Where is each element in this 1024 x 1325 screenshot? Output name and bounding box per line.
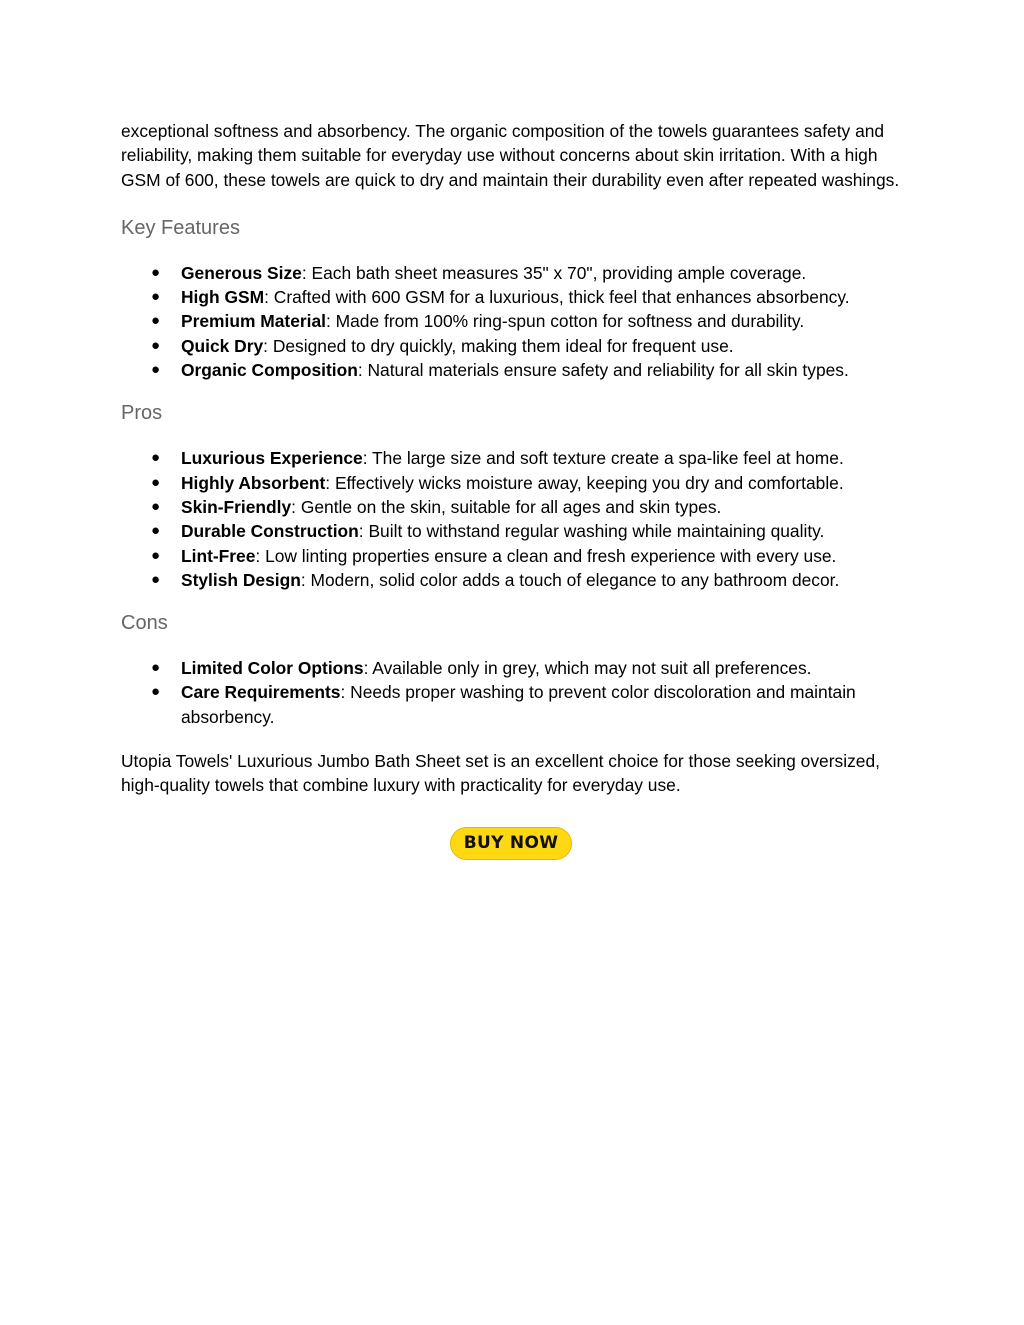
bullet-icon: ● [151,522,161,540]
list-item [121,471,911,495]
bullet-icon: ● [151,683,161,701]
list-item [121,544,911,568]
item-term: Premium Material [181,311,326,332]
bullet-icon: ● [151,570,161,588]
bullet-icon: ● [151,449,161,467]
bullet-icon: ● [151,288,161,306]
item-desc: : Built to withstand regular washing while maintaining quality. [358,521,825,542]
item-term: Lint-Free [181,545,256,566]
item-desc: : Crafted with 600 GSM for a luxurious, thick feel that enhances absorbency. [264,287,850,308]
item-term: Skin-Friendly [181,496,292,517]
item-desc: : Modern, solid color adds a touch of elegance to any bathroom decor. [300,569,840,590]
item-desc: : Natural materials ensure safety and reliability for all skin types. [357,360,849,381]
section-heading-key-features: Key Features [121,216,240,239]
pros-list [121,446,911,592]
list-item [121,358,911,382]
bullet-icon: ● [151,336,161,354]
item-term: Luxurious Experience [181,448,363,469]
item-desc: : Needs proper washing to prevent color discoloration and maintain absorbency. [181,682,856,727]
list-item [121,446,911,470]
item-term: Generous Size [181,262,302,283]
item-term: Care Requirements [181,682,341,703]
bullet-icon: ● [151,361,161,379]
item-desc: : Designed to dry quickly, making them ideal for frequent use. [263,335,734,356]
section-heading-cons: Cons [121,612,168,635]
list-item [121,495,911,519]
item-term: High GSM [181,287,265,308]
item-desc: : Gentle on the skin, suitable for all ages and skin types. [291,496,722,517]
closing-paragraph: Utopia Towels' Luxurious Jumbo Bath Sheet set is an excellent choice for those seeking oversized, high-quality towels that combine luxury with practicality for everyday use. [121,751,880,796]
cons-list [121,656,911,729]
item-term: Stylish Design [181,569,301,590]
item-desc: : Available only in grey, which may not suit all preferences. [363,658,812,679]
list-item [121,680,911,729]
list-item [121,309,911,333]
list-item [121,285,911,309]
section-heading-pros: Pros [121,402,163,425]
bullet-icon: ● [151,497,161,515]
bullet-icon: ● [151,263,161,281]
list-item [121,568,911,592]
buy-button-container [121,827,901,860]
item-term: Highly Absorbent [181,472,326,493]
bullet-icon: ● [151,473,161,491]
item-desc: : The large size and soft texture create a spa-like feel at home. [362,448,844,469]
bullet-icon: ● [151,546,161,564]
list-item [121,261,911,285]
bullet-icon: ● [151,312,161,330]
item-term: Quick Dry [181,335,264,356]
item-term: Limited Color Options [181,658,364,679]
buy-now-button[interactable]: BUY NOW [450,827,572,860]
item-desc: : Each bath sheet measures 35" x 70", providing ample coverage. [301,262,807,283]
bullet-icon: ● [151,659,161,677]
item-term: Durable Construction [181,521,359,542]
intro-paragraph: exceptional softness and absorbency. The organic composition of the towels guarantees safety and reliability, making them suitable for everyday use without concerns about skin irritation. With a high GSM of 600, these towels are quick to dry and maintain their durability even after repeated washings. [121,121,900,190]
item-desc: : Made from 100% ring-spun cotton for softness and durability. [325,311,805,332]
item-term: Organic Composition [181,360,358,381]
item-desc: : Low linting properties ensure a clean and fresh experience with every use. [255,545,837,566]
list-item [121,334,911,358]
list-item [121,656,911,680]
key-features-list [121,261,911,382]
list-item [121,519,911,543]
item-desc: : Effectively wicks moisture away, keeping you dry and comfortable. [325,472,844,493]
document-page [121,119,911,860]
